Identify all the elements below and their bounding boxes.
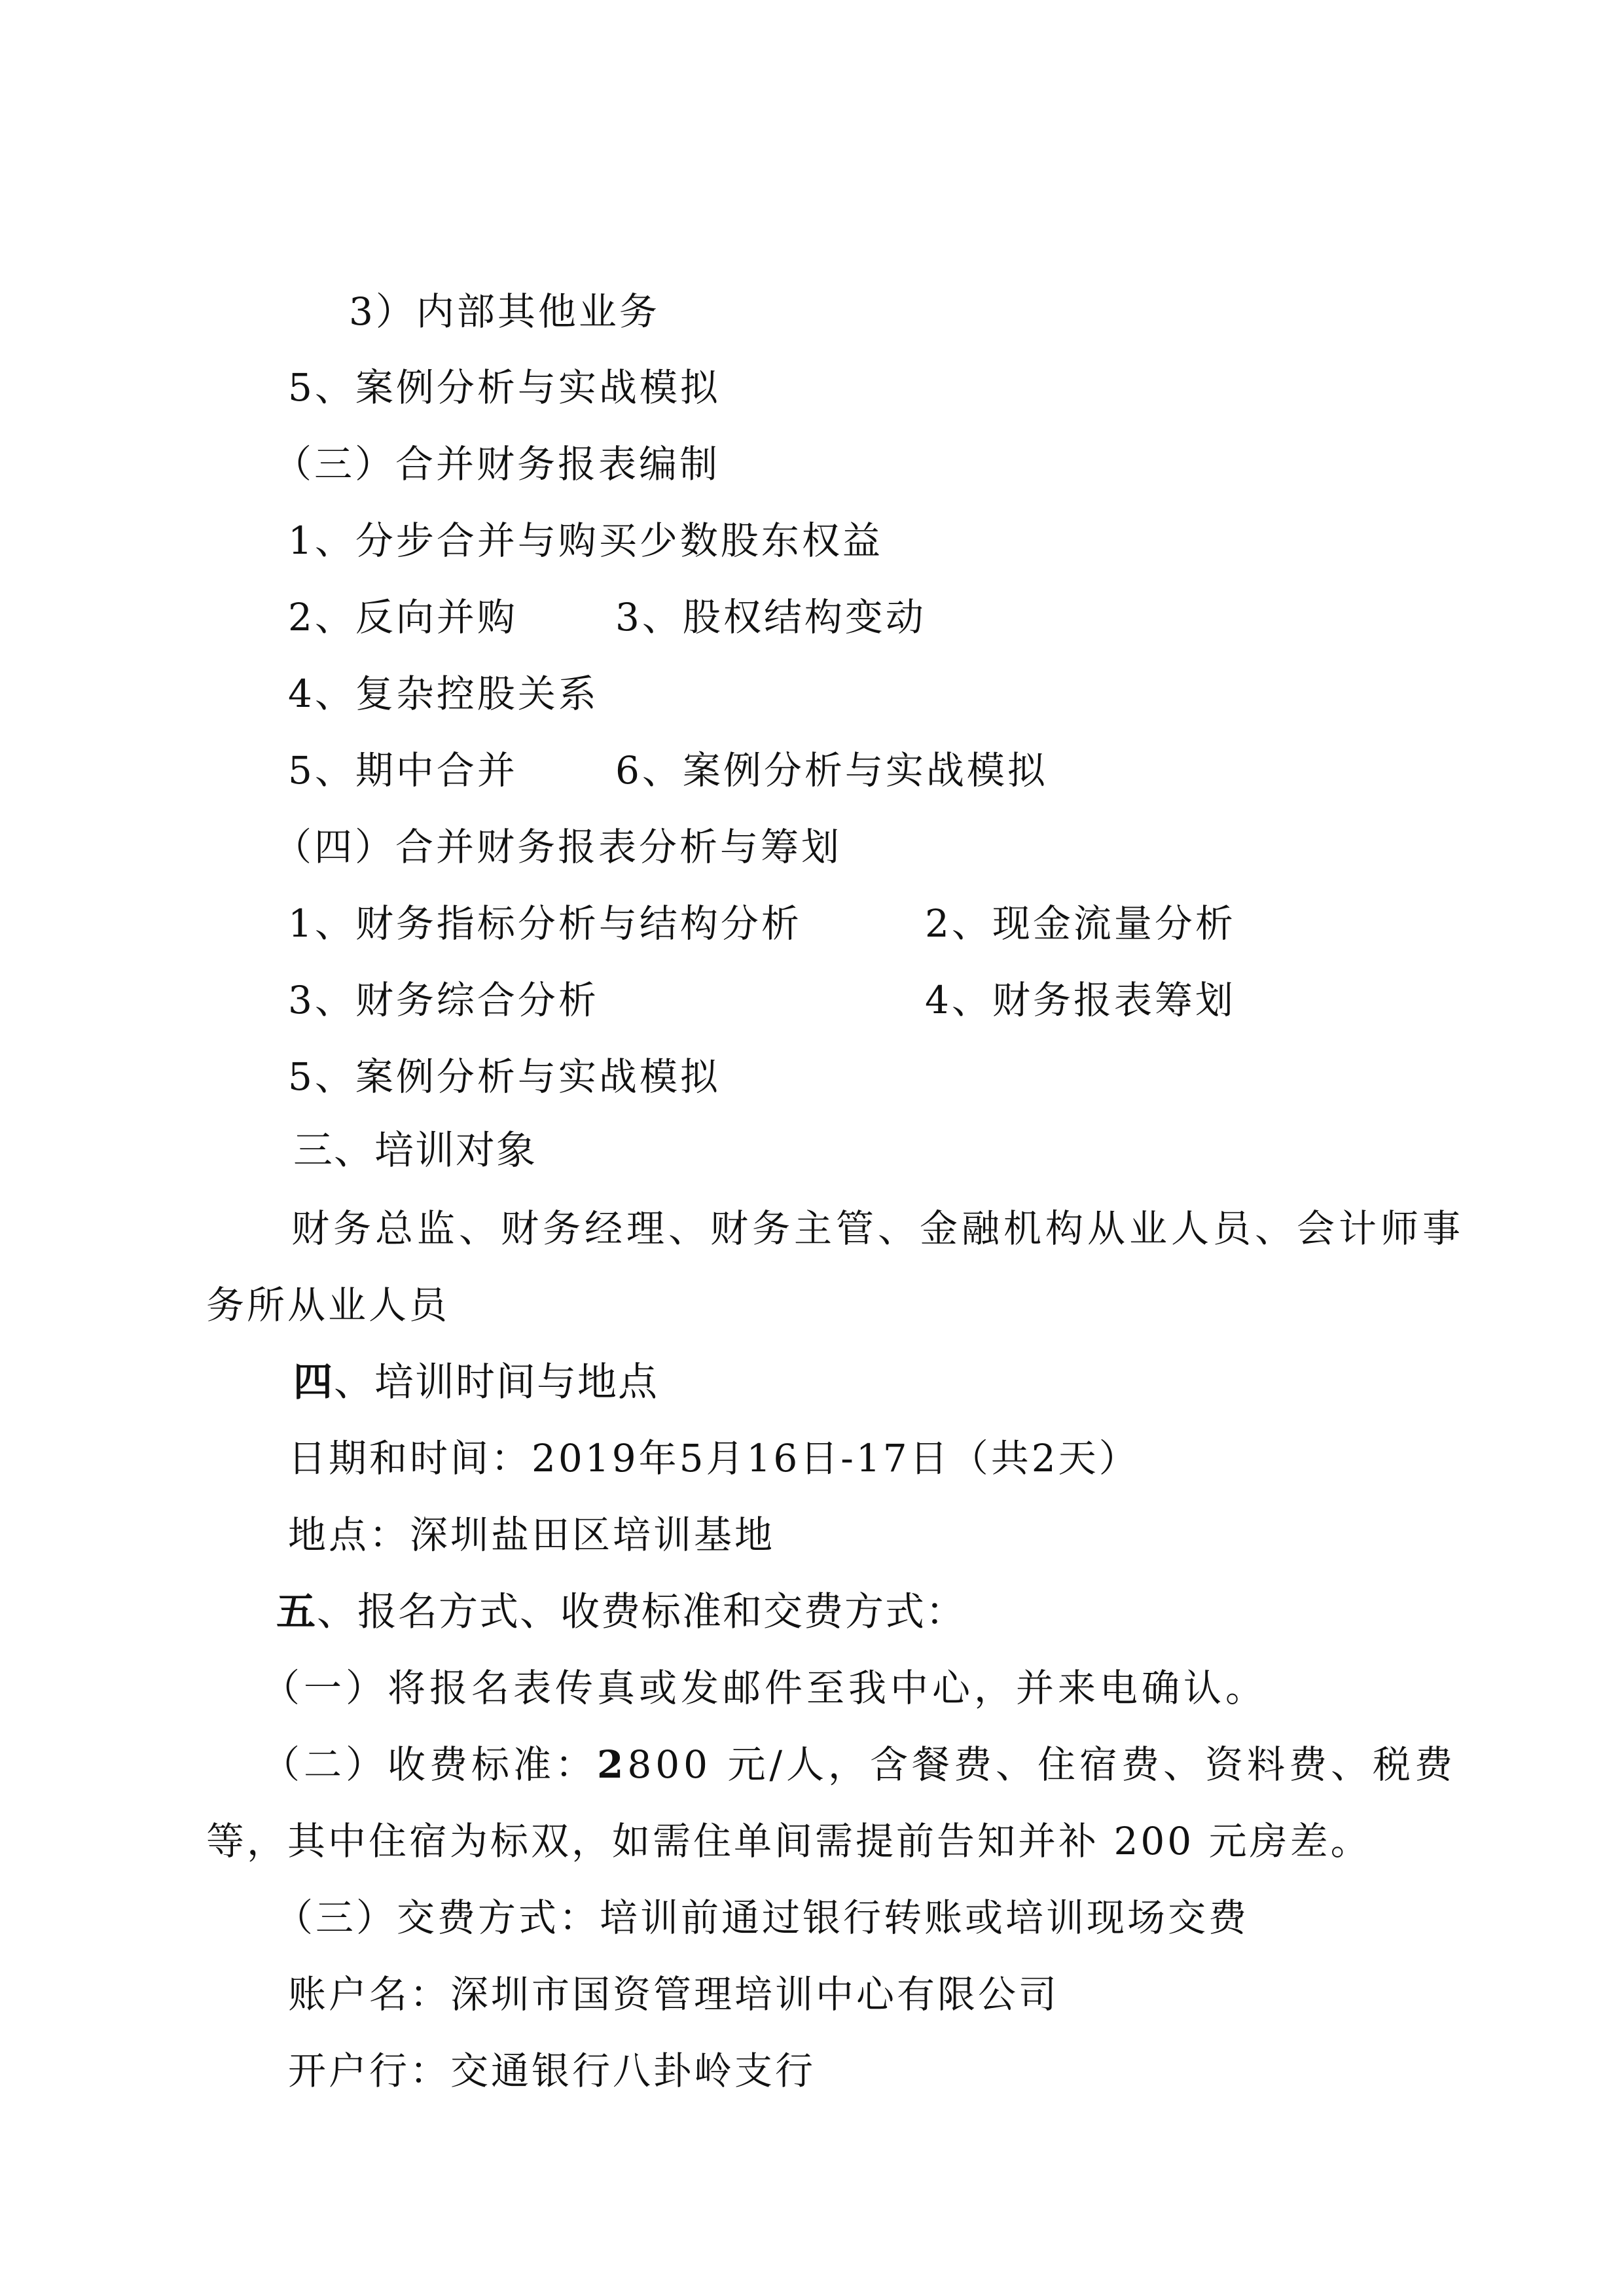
subsection-title: （四）合并财务报表分析与筹划: [274, 825, 842, 869]
schedule-line: 日期和时间：2019年5月16日-17日（共2天）: [288, 1436, 1140, 1480]
text-line: 5、案例分析与实战模拟: [288, 1054, 721, 1099]
text-line: 1、分步合并与购买少数股东权益: [288, 518, 883, 563]
location-line: 地点：深圳盐田区培训基地: [288, 1513, 776, 1557]
text-line: 1、财务指标分析与结构分析: [288, 901, 802, 946]
paragraph-line: 等，其中住宿为标双，如需住单间需提前告知并补 200 元房差。: [206, 1819, 1371, 1863]
text-line: 3、股权结构变动: [615, 595, 926, 639]
subsection-title: （三）合并财务报表编制: [274, 442, 721, 486]
fee-details: 800 元/人，含餐费、住宿费、资料费、税费: [627, 1742, 1457, 1787]
section-heading: [293, 1359, 659, 1405]
text-line: 4、财务报表筹划: [925, 978, 1236, 1022]
section-heading: [276, 1589, 966, 1635]
text-line: 2、反向并购: [288, 595, 518, 639]
heading-text: 、报名方式、收费标准和交费方式：: [317, 1589, 966, 1635]
fee-label: （二）收费标准：: [262, 1742, 598, 1787]
heading-text: 、培训时间与地点: [334, 1359, 659, 1405]
section-heading: 三、培训对象: [293, 1128, 537, 1174]
paragraph-line: [262, 1742, 1457, 1787]
paragraph-line: 务所从业人员: [206, 1283, 450, 1327]
text-line: 6、案例分析与实战模拟: [615, 748, 1048, 793]
heading-number: 四: [293, 1359, 334, 1405]
text-line: 3、财务综合分析: [288, 978, 599, 1022]
text-line: 4、复杂控股关系: [288, 672, 599, 716]
text-line: 2、现金流量分析: [925, 901, 1236, 946]
heading-number: 五: [276, 1589, 317, 1635]
text-line: 5、案例分析与实战模拟: [288, 365, 721, 410]
account-name-line: 账户名：深圳市国资管理培训中心有限公司: [288, 1972, 1060, 2017]
fee-amount: 2: [597, 1742, 628, 1787]
bank-line: 开户行：交通银行八卦岭支行: [288, 2049, 816, 2093]
text-line: 5、期中合并: [288, 748, 518, 793]
text-line: 3）内部其他业务: [349, 289, 660, 334]
paragraph-line: （三）交费方式：培训前通过银行转账或培训现场交费: [275, 1895, 1250, 1940]
paragraph-line: （一）将报名表传真或发邮件至我中心，并来电确认。: [262, 1666, 1268, 1710]
paragraph-line: 财务总监、财务经理、财务主管、金融机构从业人员、会计师事: [291, 1206, 1465, 1251]
